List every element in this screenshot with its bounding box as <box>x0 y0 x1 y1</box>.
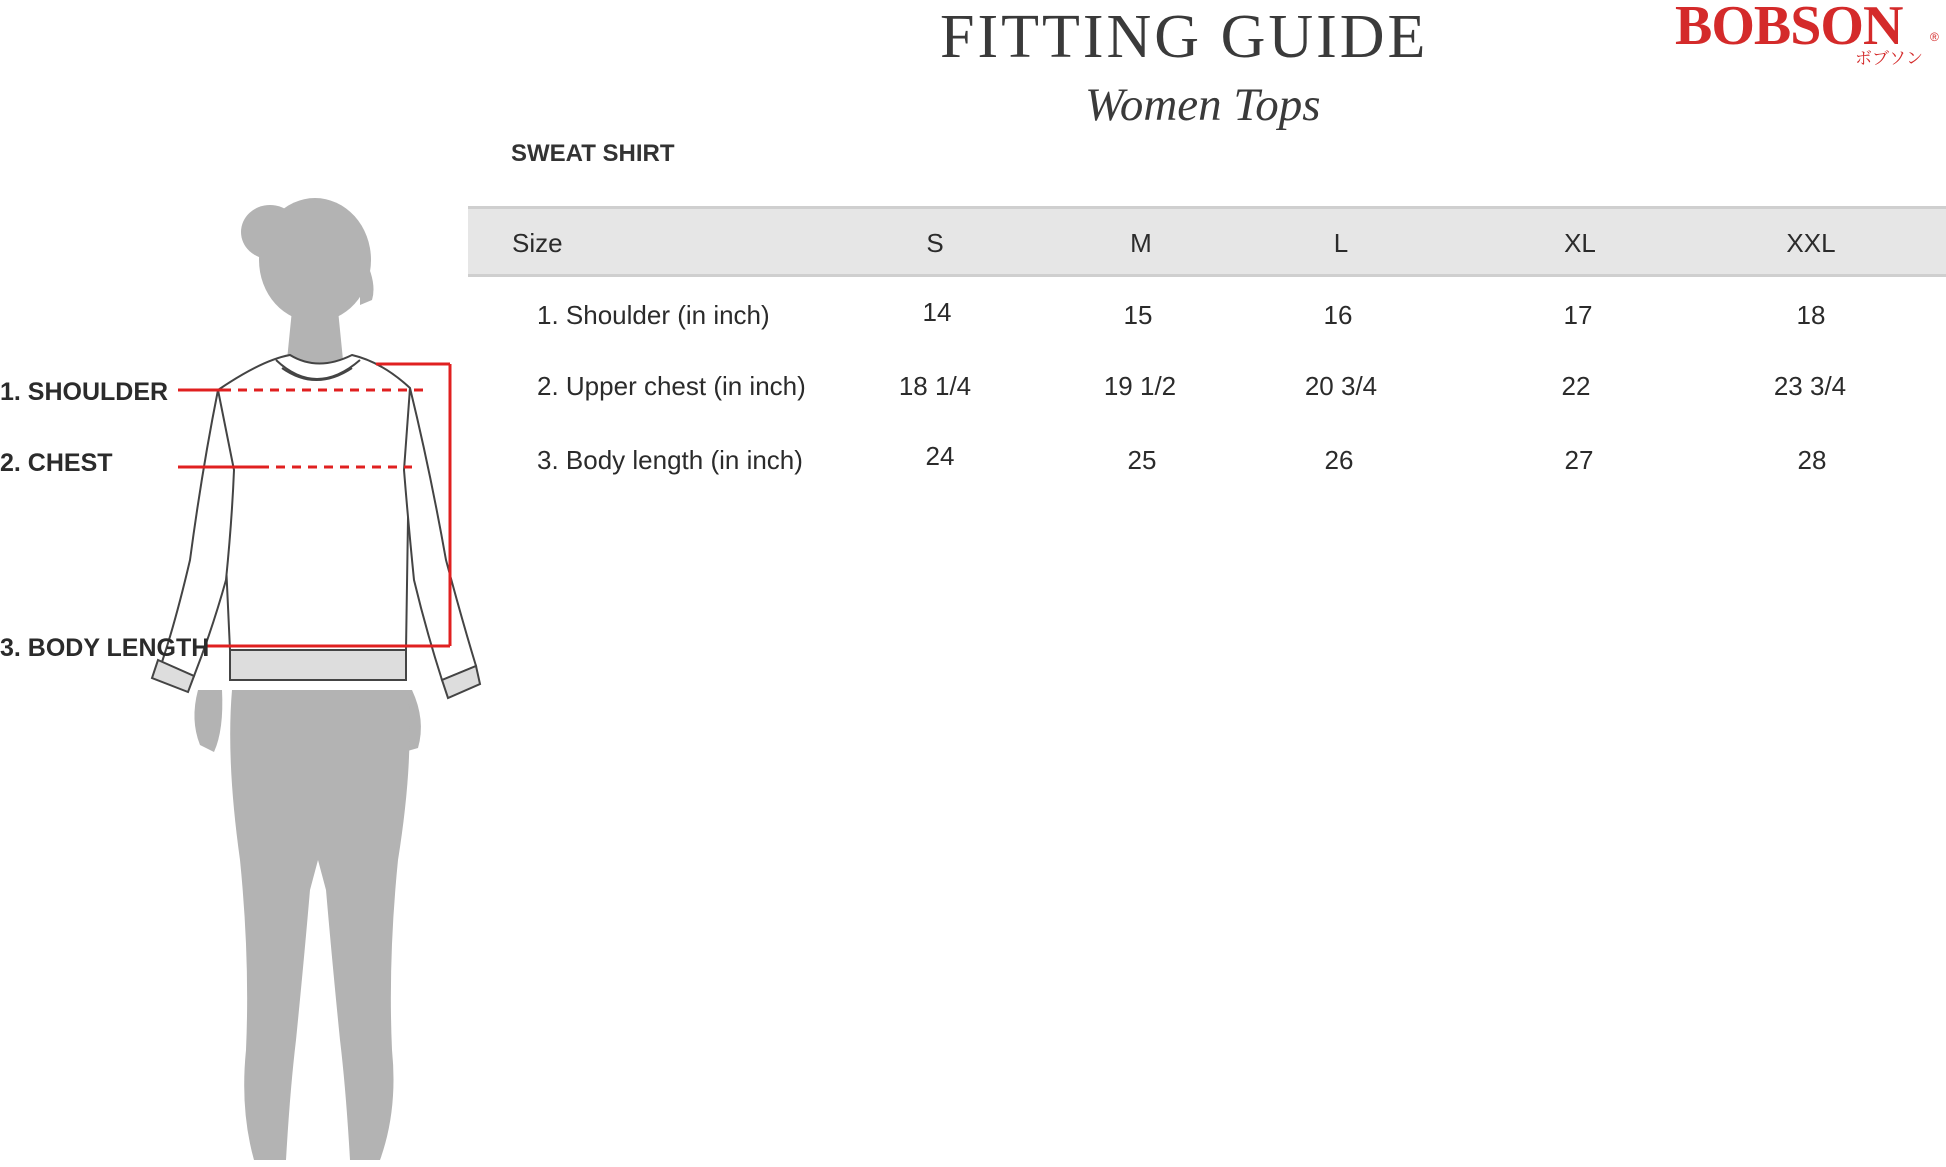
table-cell: 22 <box>1561 371 1591 401</box>
figure-diagram <box>0 0 520 1167</box>
table-cell: 15 <box>1123 300 1153 330</box>
table-cell: 18 1/4 <box>898 371 972 401</box>
row-label-shoulder: 1. Shoulder (in inch) <box>537 300 770 330</box>
brand-logo-kana: ボブソン <box>1855 49 1923 69</box>
column-header-s: S <box>926 228 944 258</box>
table-cell: 24 <box>925 441 955 471</box>
table-cell: 26 <box>1324 445 1354 475</box>
table-cell: 18 <box>1796 300 1826 330</box>
table-cell: 28 <box>1797 445 1827 475</box>
page-title: FITTING GUIDE <box>940 3 1429 71</box>
diagram-label-chest: 2. CHEST <box>0 449 113 477</box>
table-cell: 25 <box>1127 445 1157 475</box>
diagram-label-shoulder: 1. SHOULDER <box>0 378 169 406</box>
brand-logo: BOBSON <box>1675 0 1903 57</box>
table-cell: 19 1/2 <box>1103 371 1177 401</box>
table-cell: 17 <box>1563 300 1593 330</box>
table-header-row <box>468 206 1946 277</box>
diagram-label-body-length: 3. BODY LENGTH <box>0 634 210 662</box>
page-subtitle: Women Tops <box>1085 79 1321 131</box>
column-header-m: M <box>1130 228 1152 258</box>
row-label-body-length: 3. Body length (in inch) <box>537 445 803 475</box>
product-type-heading: SWEAT SHIRT <box>511 140 675 167</box>
column-header-xl: XL <box>1564 228 1596 258</box>
column-header-xxl: XXL <box>1786 228 1836 258</box>
row-label-upper-chest: 2. Upper chest (in inch) <box>537 371 806 401</box>
table-cell: 20 3/4 <box>1304 371 1378 401</box>
column-header-size: Size <box>512 228 563 258</box>
brand-registered-mark: ® <box>1930 30 1939 44</box>
table-cell: 27 <box>1564 445 1594 475</box>
table-cell: 23 3/4 <box>1773 371 1847 401</box>
table-cell: 14 <box>922 297 952 327</box>
table-cell: 16 <box>1323 300 1353 330</box>
column-header-l: L <box>1333 228 1349 258</box>
